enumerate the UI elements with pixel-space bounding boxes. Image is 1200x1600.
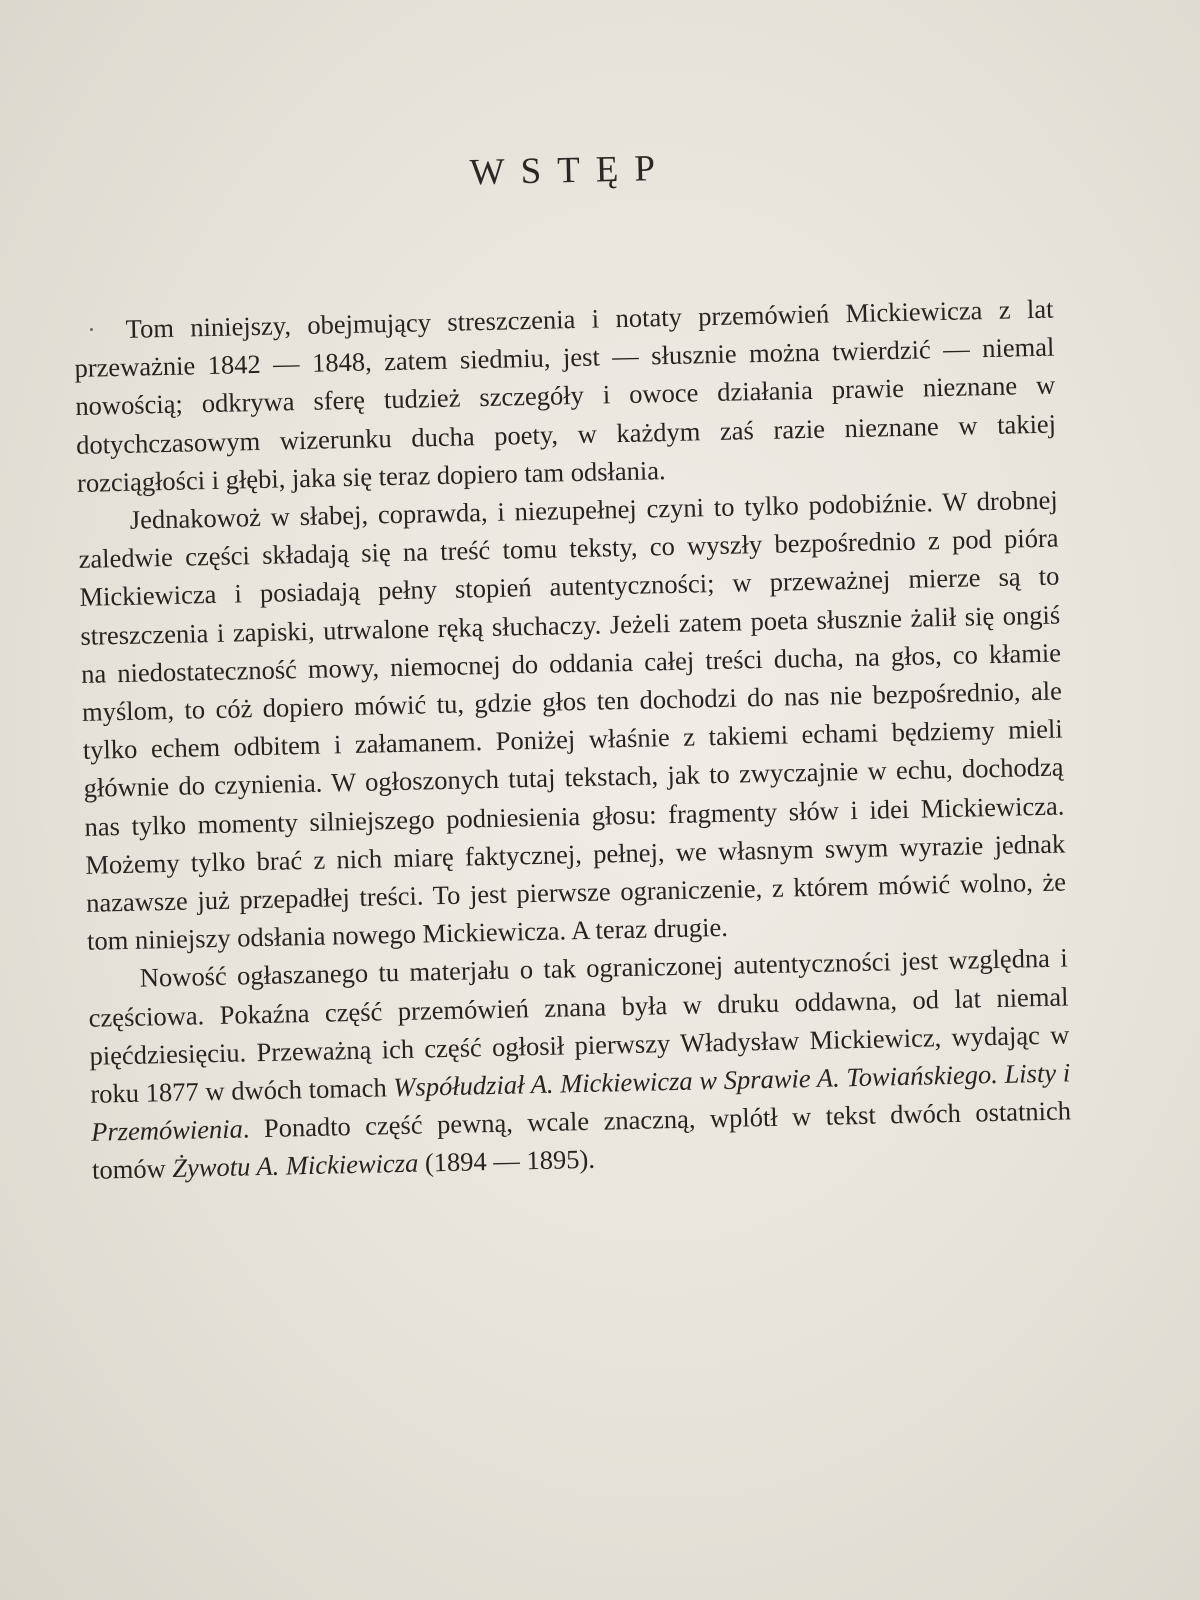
paragraph-3 [87,939,1072,1190]
paragraph-2 [77,481,1067,961]
paragraph-3-text-b: . Ponadto część pewną, wcale znaczną, wplótł w tekst dwóch ostatnich tomów [91,1095,1072,1186]
book-title-zywot: Żywotu A. Mickiewicza [171,1148,419,1184]
paragraph-1-text: Tom niniejszy, obejmujący streszczenia i notaty przemówień Mickiewicza z lat przeważnie 1842 — 1848, zatem siedmiu, jest — słusznie można twierdzić — niemal nowością; odkrywa sferę tudzież szczegóły i owoce działania prawie nieznane w dotychczasowym wizerunku ducha poety, w każdym zaś razie nieznane w takiej rozciągłości i głębi, jaka się teraz dopiero tam odsłania. [74,293,1057,498]
chapter-title: WSTĘP [469,147,672,194]
book-title-wspoludzial: Współudział A. Mickiewicza w Sprawie A. Towiańskiego. Listy i Przemówienia [90,1057,1071,1148]
paragraph-2-text: Jednakowoż w słabej, coprawda, i niezupełnej czyni to tylko podobiźnie. W drobnej zaledwie części składają się na treść tomu teksty, co wyszły bezpośrednio z pod pióra Mickiewicza i posiadają pełny stopień autentyczności; w przeważnej mierze są to streszczenia i zapiski, utrwalone ręką słuchaczy. Jeżeli zatem poeta słusznie żalił się ongiś na niedostateczność mowy, niemocnej do oddania całej treści ducha, na głos, co kłamie myślom, to cóż dopiero mówić tu, gdzie głos ten dochodzi do nas nie bezpośrednio, ale tylko echem odbitem i załamanem. Poniżej właśnie z takiemi echami będziemy mieli głównie do czynienia. W ogłoszonych tutaj tekstach, jak to zwyczajnie w echu, dochodzą nas tylko momenty silniejszego podniesienia głosu: fragmenty słów i idei Mickiewicza. Możemy tylko brać z nich miarę faktycznej, pełnej, we własnym swym wyrazie jednak nazawsze już przepadłej treści. To jest pierwsze ograniczenie, z którem mówić wolno, że tom niniejszy odsłania nowego Mickiewicza. A teraz drugie. [78,484,1067,957]
paragraph-3-text-c: (1894 — 1895). [417,1144,596,1179]
paragraph-3-text-a: Nowość ogłaszanego tu materjału o tak ograniczonej autentyczności jest względna i częściowa. Pokaźna część przemówień znana była w druku oddawna, od lat niemal pięćdziesięciu. Przeważną ich część ogłosił pierwszy Władysław Mickiewicz, wydając w roku 1877 w dwóch tomach [88,942,1070,1109]
page-text-block [70,139,1072,1190]
paragraph-1 [73,290,1057,502]
